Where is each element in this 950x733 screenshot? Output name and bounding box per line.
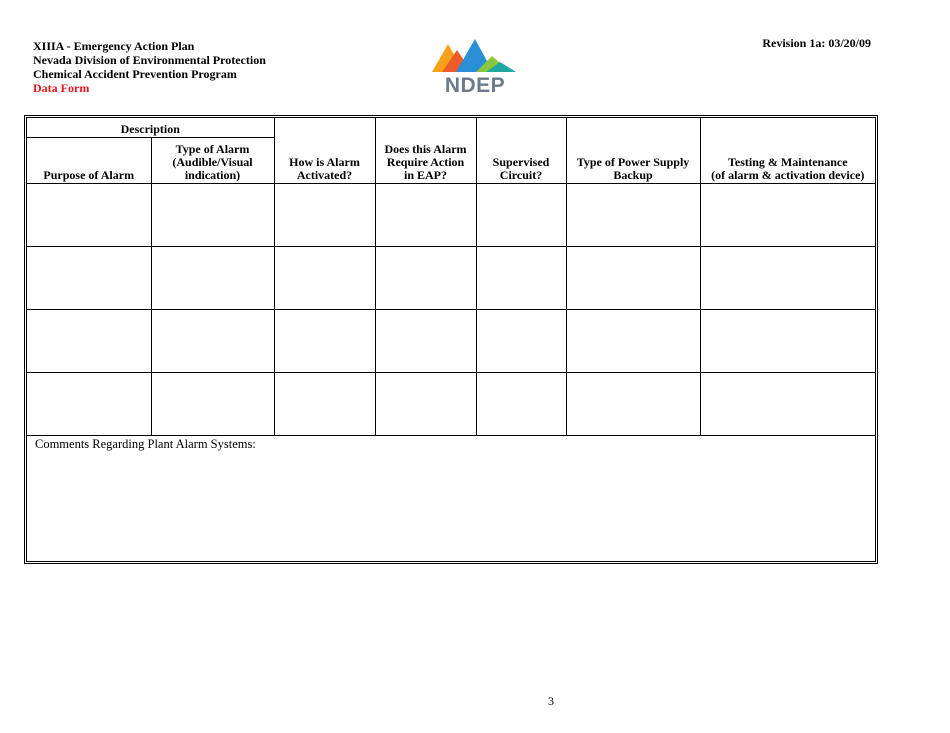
col-purpose-of-alarm: Purpose of Alarm: [27, 138, 151, 184]
col-testing-maintenance: [700, 118, 875, 184]
table-cell[interactable]: [476, 373, 566, 436]
col-how-line-2: Activated?: [296, 168, 353, 182]
ndep-logo: [430, 36, 520, 98]
col-how-activated: [274, 118, 375, 184]
col-how-line-1: How is Alarm: [289, 155, 360, 169]
table-cell[interactable]: [700, 184, 875, 247]
header-line-2: Nevada Division of Environmental Protection: [33, 53, 266, 67]
table-cell[interactable]: [566, 310, 700, 373]
table-cell[interactable]: [700, 373, 875, 436]
col-test-line-1: Testing & Maintenance: [727, 155, 848, 169]
table-cell[interactable]: [151, 373, 274, 436]
table-cell[interactable]: [566, 247, 700, 310]
table-row: [27, 184, 875, 247]
col-test-line-2: (of alarm & activation device): [711, 168, 865, 182]
table-cell[interactable]: [566, 373, 700, 436]
table-cell[interactable]: [566, 184, 700, 247]
logo-text: NDEP: [444, 74, 506, 97]
table-cell[interactable]: [375, 184, 476, 247]
table-row: [27, 247, 875, 310]
table-cell[interactable]: [27, 247, 151, 310]
table-row: [27, 310, 875, 373]
table-cell[interactable]: [476, 184, 566, 247]
col-type-line-1: Type of Alarm: [175, 142, 250, 156]
table-cell[interactable]: [476, 247, 566, 310]
table-cell[interactable]: [151, 184, 274, 247]
table-cell[interactable]: [151, 310, 274, 373]
col-supervised-circuit: [476, 118, 566, 184]
description-group-header: Description: [27, 118, 274, 138]
table-cell[interactable]: [151, 247, 274, 310]
header-line-3: Chemical Accident Prevention Program: [33, 67, 237, 81]
table-cell[interactable]: [375, 373, 476, 436]
mountain-logo-icon: [430, 36, 520, 78]
comments-label: Comments Regarding Plant Alarm Systems:: [35, 437, 256, 451]
col-power-supply-backup: [566, 118, 700, 184]
table-cell[interactable]: [274, 247, 375, 310]
table-cell[interactable]: [27, 373, 151, 436]
comments-section[interactable]: [27, 436, 875, 451]
table-cell[interactable]: [375, 310, 476, 373]
table-cell[interactable]: [27, 184, 151, 247]
col-sup-line-2: Circuit?: [499, 168, 543, 182]
table-cell[interactable]: [27, 310, 151, 373]
col-eap-line-3: in EAP?: [404, 168, 448, 182]
table-cell[interactable]: [274, 310, 375, 373]
col-sup-line-1: Supervised: [492, 155, 550, 169]
table-cell[interactable]: [375, 247, 476, 310]
col-type-line-3: indication): [184, 168, 241, 182]
alarm-table: [27, 118, 875, 436]
table-cell[interactable]: [476, 310, 566, 373]
page-number: 3: [548, 694, 554, 708]
col-type-line-2: (Audible/Visual: [172, 155, 253, 169]
table-cell[interactable]: [700, 247, 875, 310]
table-row: [27, 373, 875, 436]
revision-label: Revision 1a: 03/20/09: [762, 36, 871, 50]
header-line-1: XIIIA - Emergency Action Plan: [33, 39, 195, 53]
col-power-line-2: Backup: [613, 168, 653, 182]
col-type-of-alarm: [151, 138, 274, 184]
document-header: [33, 39, 266, 95]
col-eap-line-1: Does this Alarm: [384, 142, 467, 156]
table-cell[interactable]: [700, 310, 875, 373]
table-cell[interactable]: [274, 373, 375, 436]
col-power-line-1: Type of Power Supply: [576, 155, 690, 169]
col-eap-line-2: Require Action: [386, 155, 465, 169]
alarm-data-form: [24, 115, 878, 564]
col-requires-eap-action: [375, 118, 476, 184]
form-label: Data Form: [33, 81, 90, 95]
table-cell[interactable]: [274, 184, 375, 247]
